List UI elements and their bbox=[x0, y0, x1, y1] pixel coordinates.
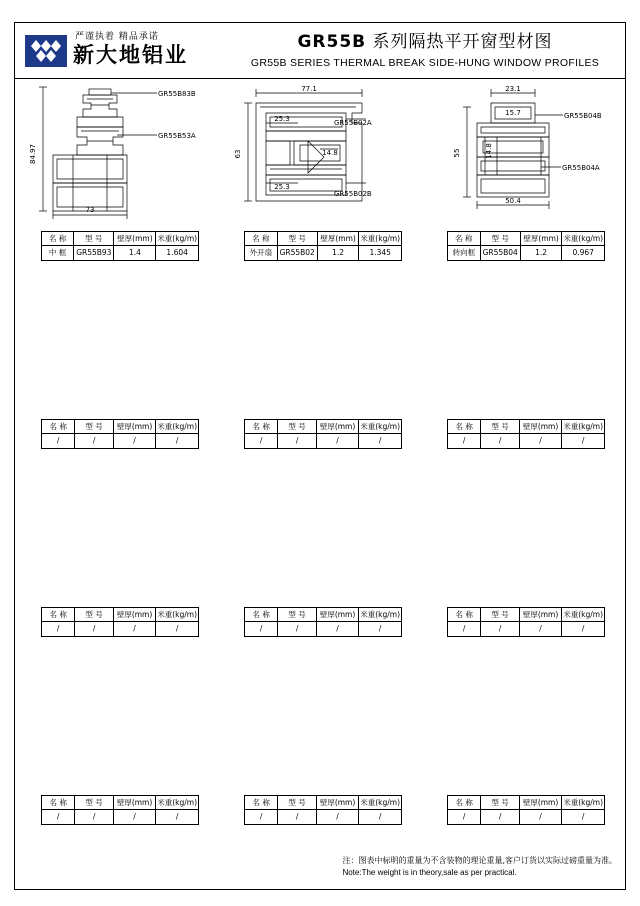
cell-model: / bbox=[278, 622, 317, 637]
header-model: 型 号 bbox=[74, 232, 114, 246]
table-header-row bbox=[42, 608, 199, 622]
cell-name: / bbox=[245, 434, 278, 449]
profile-drawing-outer-sash bbox=[220, 79, 423, 219]
table-row bbox=[245, 622, 402, 637]
profile-cell-8 bbox=[220, 455, 423, 643]
spec-table bbox=[244, 795, 402, 825]
cell-weight: / bbox=[562, 434, 605, 449]
profile-cell-11 bbox=[220, 643, 423, 831]
cell-thickness: 1.2 bbox=[317, 246, 359, 261]
profile-cell-2 bbox=[220, 79, 423, 267]
callout-label: GR55B53A bbox=[158, 132, 196, 140]
table-header-row bbox=[448, 608, 605, 622]
header-thickness: 壁厚(mm) bbox=[519, 608, 561, 622]
header-name: 名 称 bbox=[448, 796, 481, 810]
cell-thickness: / bbox=[316, 810, 358, 825]
cell-model: GR55B93 bbox=[74, 246, 114, 261]
cell-weight: / bbox=[562, 622, 605, 637]
profile-cell-10 bbox=[17, 643, 220, 831]
cell-weight: / bbox=[156, 434, 199, 449]
profile-cell-6 bbox=[423, 267, 626, 455]
callout-label: GR55B83B bbox=[158, 90, 196, 98]
callout-label: GR55B02A bbox=[334, 119, 372, 127]
profile-row bbox=[15, 79, 625, 267]
cell-name: 转向框 bbox=[448, 246, 481, 261]
table-row bbox=[245, 434, 402, 449]
table-row bbox=[448, 434, 605, 449]
cell-model: / bbox=[75, 810, 114, 825]
table-header-row bbox=[448, 420, 605, 434]
profile-drawing-empty bbox=[17, 643, 220, 783]
cell-model: / bbox=[278, 810, 317, 825]
header-model: 型 号 bbox=[278, 420, 317, 434]
header-thickness: 壁厚(mm) bbox=[316, 796, 358, 810]
footer-note-en: Note:The weight is in theory,sale as per practical. bbox=[342, 868, 517, 877]
cell-model: GR55B02 bbox=[277, 246, 317, 261]
header-thickness: 壁厚(mm) bbox=[316, 608, 358, 622]
header-weight: 米重(kg/m) bbox=[156, 608, 199, 622]
cell-weight: / bbox=[156, 622, 199, 637]
cell-thickness: 1.2 bbox=[520, 246, 562, 261]
header-weight: 米重(kg/m) bbox=[562, 796, 605, 810]
header-weight: 米重(kg/m) bbox=[359, 608, 402, 622]
header-model: 型 号 bbox=[481, 796, 520, 810]
cell-model: / bbox=[481, 622, 520, 637]
profile-drawing-empty bbox=[220, 267, 423, 407]
spec-table bbox=[41, 419, 199, 449]
spec-table bbox=[41, 231, 199, 261]
cell-thickness: / bbox=[113, 622, 155, 637]
profile-cell-1 bbox=[17, 79, 220, 267]
header-model: 型 号 bbox=[75, 608, 114, 622]
header-weight: 米重(kg/m) bbox=[562, 232, 605, 246]
header-thickness: 壁厚(mm) bbox=[113, 796, 155, 810]
header-weight: 米重(kg/m) bbox=[156, 796, 199, 810]
header-weight: 米重(kg/m) bbox=[156, 232, 199, 246]
table-row bbox=[448, 246, 605, 261]
table-row bbox=[42, 246, 199, 261]
table-header-row bbox=[42, 796, 199, 810]
header-weight: 米重(kg/m) bbox=[359, 232, 402, 246]
cell-thickness: / bbox=[113, 810, 155, 825]
cell-model: / bbox=[75, 622, 114, 637]
header-thickness: 壁厚(mm) bbox=[520, 232, 562, 246]
header-name: 名 称 bbox=[42, 420, 75, 434]
header-weight: 米重(kg/m) bbox=[562, 608, 605, 622]
cell-name: / bbox=[448, 622, 481, 637]
cell-thickness: / bbox=[519, 434, 561, 449]
callout-label: GR55B04A bbox=[562, 164, 600, 172]
profile-row bbox=[15, 455, 625, 643]
table-header-row bbox=[42, 420, 199, 434]
spec-table bbox=[447, 419, 605, 449]
table-row bbox=[42, 434, 199, 449]
dimension-text: 55 bbox=[453, 148, 461, 158]
cell-weight: / bbox=[562, 810, 605, 825]
cell-model: / bbox=[278, 434, 317, 449]
table-header-row bbox=[245, 232, 402, 246]
cell-weight: / bbox=[359, 622, 402, 637]
footer-note bbox=[342, 855, 617, 879]
dimension-text: 77.1 bbox=[301, 85, 317, 93]
cell-weight: 0.967 bbox=[562, 246, 605, 261]
header-name: 名 称 bbox=[245, 796, 278, 810]
header-model: 型 号 bbox=[75, 420, 114, 434]
table-row bbox=[245, 810, 402, 825]
spec-table bbox=[244, 231, 402, 261]
profile-cell-5 bbox=[220, 267, 423, 455]
cell-name: / bbox=[245, 622, 278, 637]
dimension-text: 15.7 bbox=[505, 109, 521, 117]
header-model: 型 号 bbox=[481, 420, 520, 434]
table-row bbox=[448, 622, 605, 637]
header-thickness: 壁厚(mm) bbox=[317, 232, 359, 246]
callout-label: GR55B04B bbox=[564, 112, 602, 120]
cell-name: / bbox=[448, 434, 481, 449]
header-weight: 米重(kg/m) bbox=[562, 420, 605, 434]
profile-cell-7 bbox=[17, 455, 220, 643]
header-model: 型 号 bbox=[481, 608, 520, 622]
profile-cell-3 bbox=[423, 79, 626, 267]
header-thickness: 壁厚(mm) bbox=[519, 420, 561, 434]
dimension-text: 14.8 bbox=[485, 143, 493, 159]
sheet-header bbox=[15, 23, 625, 79]
header-thickness: 壁厚(mm) bbox=[114, 232, 156, 246]
dimension-text: 23.1 bbox=[505, 85, 521, 93]
cell-thickness: / bbox=[113, 434, 155, 449]
cell-name: 中 框 bbox=[42, 246, 74, 261]
cell-thickness: / bbox=[519, 622, 561, 637]
title-english: GR55B SERIES THERMAL BREAK SIDE-HUNG WINDOW PROFILES bbox=[250, 57, 600, 69]
header-model: 型 号 bbox=[480, 232, 520, 246]
header-weight: 米重(kg/m) bbox=[359, 796, 402, 810]
spec-table bbox=[41, 795, 199, 825]
table-header-row bbox=[245, 608, 402, 622]
header-thickness: 壁厚(mm) bbox=[113, 608, 155, 622]
cell-weight: / bbox=[359, 434, 402, 449]
profile-cell-9 bbox=[423, 455, 626, 643]
cell-name: / bbox=[245, 810, 278, 825]
title-series-code: GR55B bbox=[297, 32, 367, 52]
dimension-text: 25.3 bbox=[274, 115, 290, 123]
profile-drawing-transom-frame bbox=[423, 79, 626, 219]
company-logo bbox=[21, 27, 211, 73]
cell-thickness: / bbox=[316, 622, 358, 637]
dimension-text: 25.3 bbox=[274, 183, 290, 191]
cell-name: / bbox=[42, 622, 75, 637]
table-header-row bbox=[42, 232, 199, 246]
dimension-text: 50.4 bbox=[505, 197, 521, 205]
header-thickness: 壁厚(mm) bbox=[113, 420, 155, 434]
cell-model: / bbox=[481, 810, 520, 825]
header-name: 名 称 bbox=[448, 420, 481, 434]
cell-name: / bbox=[448, 810, 481, 825]
cell-name: / bbox=[42, 434, 75, 449]
table-header-row bbox=[448, 796, 605, 810]
title-cn-rest: 系列隔热平开窗型材图 bbox=[366, 32, 553, 52]
cell-name: / bbox=[42, 810, 75, 825]
table-header-row bbox=[245, 420, 402, 434]
header-weight: 米重(kg/m) bbox=[359, 420, 402, 434]
profile-row bbox=[15, 267, 625, 455]
cell-weight: 1.604 bbox=[156, 246, 199, 261]
spec-table bbox=[447, 231, 605, 261]
header-name: 名 称 bbox=[448, 232, 481, 246]
header-name: 名 称 bbox=[245, 608, 278, 622]
profile-drawing-empty bbox=[423, 455, 626, 595]
sheet-title bbox=[235, 27, 615, 69]
footer-note-cn: 注：图表中标明的重量为不含装物的理论重量,客户订货以实际过磅重量为准。 bbox=[342, 856, 617, 865]
logo-slogan: 严谨执着 精品承诺 bbox=[75, 32, 159, 42]
header-name: 名 称 bbox=[245, 420, 278, 434]
dimension-text: 73 bbox=[85, 206, 95, 214]
header-name: 名 称 bbox=[42, 608, 75, 622]
profile-drawing-middle-frame bbox=[17, 79, 220, 219]
header-name: 名 称 bbox=[42, 232, 74, 246]
header-name: 名 称 bbox=[42, 796, 75, 810]
profile-drawing-empty bbox=[423, 267, 626, 407]
header-model: 型 号 bbox=[278, 796, 317, 810]
spec-table bbox=[244, 607, 402, 637]
header-thickness: 壁厚(mm) bbox=[316, 420, 358, 434]
cell-thickness: / bbox=[519, 810, 561, 825]
profile-cell-12 bbox=[423, 643, 626, 831]
spec-table bbox=[447, 795, 605, 825]
spec-table bbox=[41, 607, 199, 637]
spec-table bbox=[447, 607, 605, 637]
header-model: 型 号 bbox=[278, 608, 317, 622]
callout-label: GR55B02B bbox=[334, 190, 372, 198]
diamond-logo-icon bbox=[25, 35, 67, 67]
dimension-text: 14.8 bbox=[322, 149, 338, 157]
profile-drawing-empty bbox=[17, 267, 220, 407]
cell-thickness: 1.4 bbox=[114, 246, 156, 261]
table-row bbox=[42, 810, 199, 825]
header-weight: 米重(kg/m) bbox=[156, 420, 199, 434]
profile-row bbox=[15, 643, 625, 831]
cell-weight: 1.345 bbox=[359, 246, 402, 261]
profile-cell-4 bbox=[17, 267, 220, 455]
header-name: 名 称 bbox=[245, 232, 278, 246]
spec-table bbox=[244, 419, 402, 449]
header-name: 名 称 bbox=[448, 608, 481, 622]
cell-weight: / bbox=[359, 810, 402, 825]
profile-drawing-empty bbox=[17, 455, 220, 595]
dimension-text: 63 bbox=[234, 149, 242, 159]
cell-model: / bbox=[481, 434, 520, 449]
table-row bbox=[42, 622, 199, 637]
profile-drawing-empty bbox=[423, 643, 626, 783]
cell-weight: / bbox=[156, 810, 199, 825]
cell-name: 外开扇 bbox=[245, 246, 278, 261]
table-row bbox=[245, 246, 402, 261]
profile-drawing-empty bbox=[220, 455, 423, 595]
table-header-row bbox=[448, 232, 605, 246]
profile-drawing-empty bbox=[220, 643, 423, 783]
cell-thickness: / bbox=[316, 434, 358, 449]
cell-model: / bbox=[75, 434, 114, 449]
header-thickness: 壁厚(mm) bbox=[519, 796, 561, 810]
profile-sheet bbox=[14, 22, 626, 890]
profile-grid bbox=[15, 79, 625, 831]
logo-company-name: 新大地铝业 bbox=[73, 43, 188, 67]
dimension-text: 84.97 bbox=[29, 143, 37, 165]
table-row bbox=[448, 810, 605, 825]
cell-model: GR55B04 bbox=[480, 246, 520, 261]
header-model: 型 号 bbox=[277, 232, 317, 246]
table-header-row bbox=[245, 796, 402, 810]
header-model: 型 号 bbox=[75, 796, 114, 810]
